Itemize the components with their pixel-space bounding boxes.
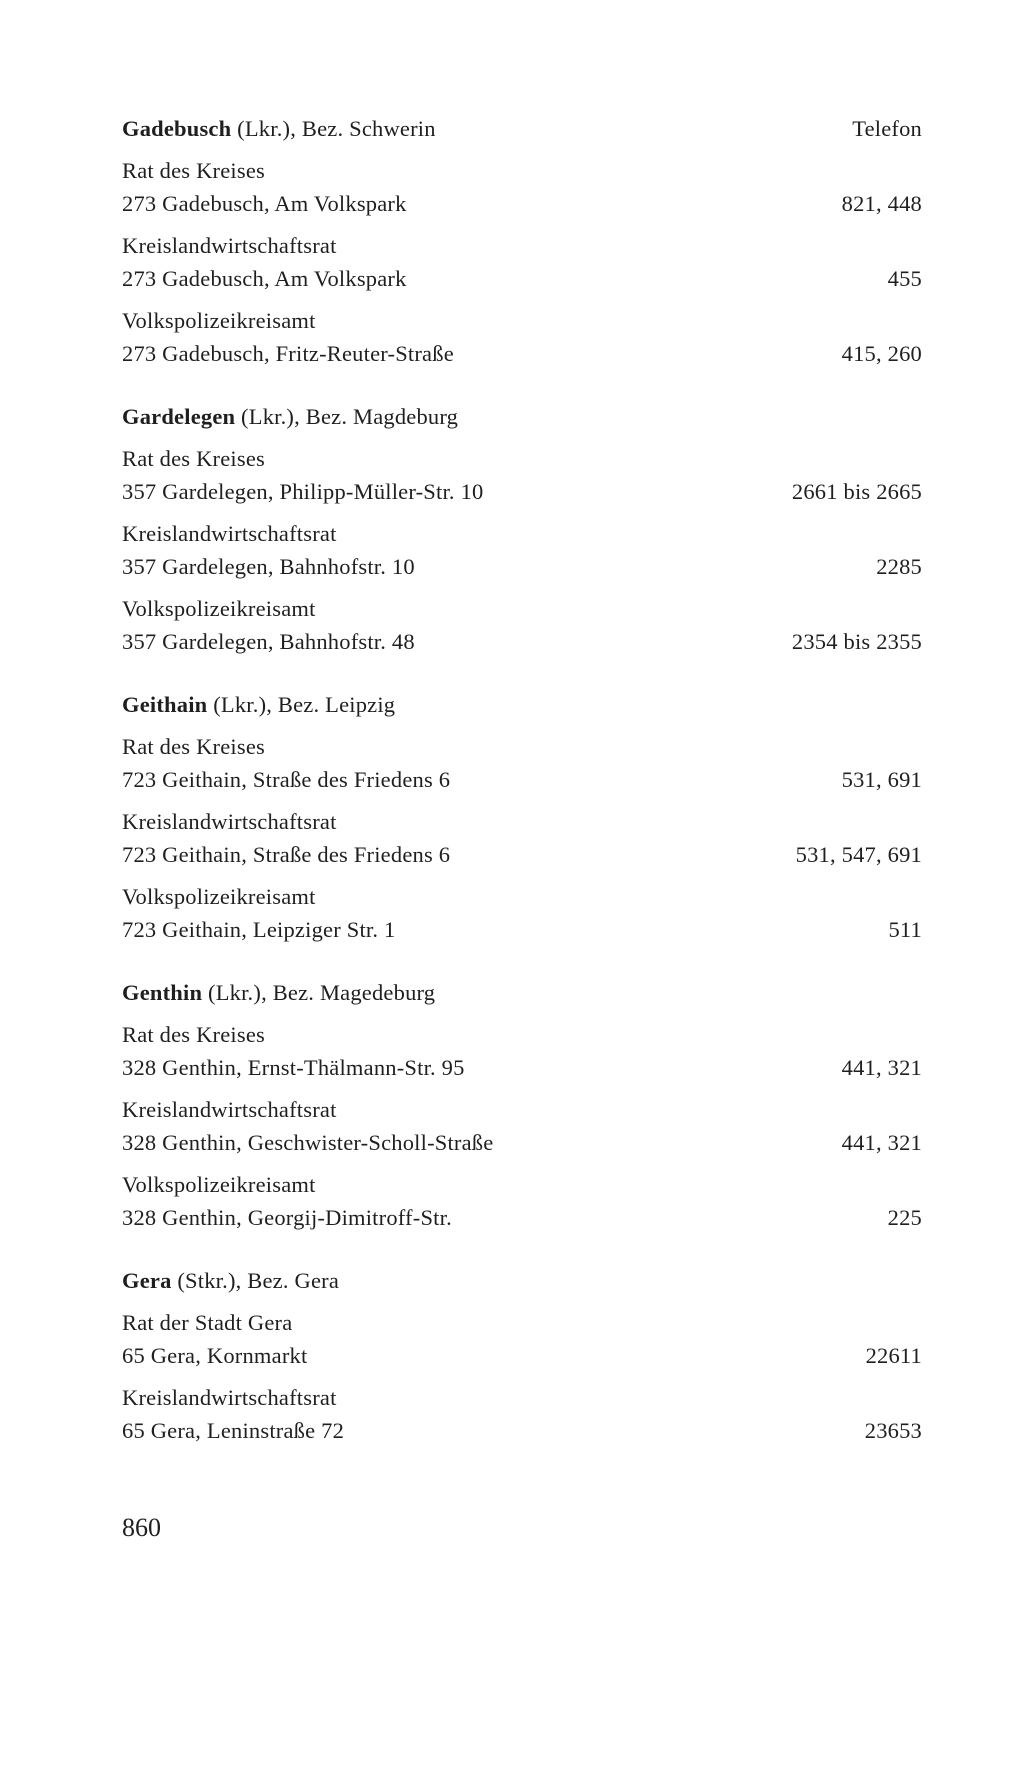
- entry-phone: 511: [888, 917, 922, 942]
- kreis-suffix: (Lkr.), Bez. Schwerin: [231, 116, 436, 141]
- entry-org-line: [122, 880, 922, 913]
- entry-address: 357 Gardelegen, Bahnhofstr. 10: [122, 554, 415, 579]
- entry-phone: 2354 bis 2355: [791, 629, 922, 654]
- entry-phone: 455: [887, 266, 922, 291]
- entry-address-line: [122, 1126, 922, 1159]
- entry-address-line: [122, 1051, 922, 1084]
- entry-address: 723 Geithain, Straße des Friedens 6: [122, 842, 451, 867]
- entry: [122, 304, 922, 370]
- entry: [122, 517, 922, 583]
- entry: [122, 442, 922, 508]
- entry-org-line: [122, 154, 922, 187]
- entry-org-line: [122, 1381, 922, 1414]
- entry-org-line: [122, 730, 922, 763]
- kreis-suffix: (Stkr.), Bez. Gera: [171, 1268, 340, 1293]
- entry-address: 273 Gadebusch, Am Volkspark: [122, 266, 407, 291]
- entry-org: Rat des Kreises: [122, 1022, 265, 1047]
- entry-address-line: [122, 1414, 922, 1447]
- entry: [122, 1306, 922, 1372]
- kreis-name: Gera: [122, 1268, 172, 1293]
- kreis-name: Gardelegen: [122, 404, 236, 429]
- entry-address: 328 Genthin, Ernst-Thälmann-Str. 95: [122, 1055, 465, 1080]
- section-genthin: [122, 976, 922, 1234]
- entry-phone: 2661 bis 2665: [791, 479, 922, 504]
- entry-org-line: [122, 304, 922, 337]
- section-gardelegen: [122, 400, 922, 658]
- entry-org-line: [122, 1306, 922, 1339]
- section-heading: [122, 1264, 922, 1297]
- entry-address: 357 Gardelegen, Bahnhofstr. 48: [122, 629, 415, 654]
- entry-org-line: [122, 229, 922, 262]
- entry-address: 723 Geithain, Straße des Friedens 6: [122, 767, 451, 792]
- entry: [122, 154, 922, 220]
- section-title: [122, 112, 436, 145]
- page-number: 860: [122, 1513, 161, 1542]
- entry-org-line: [122, 1168, 922, 1201]
- entry-address-line: [122, 187, 922, 220]
- entry-org: Rat des Kreises: [122, 446, 265, 471]
- entry-phone: 821, 448: [841, 191, 922, 216]
- entry-address-line: [122, 337, 922, 370]
- entry: [122, 880, 922, 946]
- entry-org-line: [122, 592, 922, 625]
- entry-org: Kreislandwirtschaftsrat: [122, 809, 337, 834]
- section-heading: [122, 112, 922, 145]
- entry-address-line: [122, 1201, 922, 1234]
- section-heading: [122, 400, 922, 433]
- entry: [122, 1168, 922, 1234]
- entry-org: Volkspolizeikreisamt: [122, 1172, 316, 1197]
- directory-page: [122, 112, 922, 1477]
- entry: [122, 730, 922, 796]
- entry-org: Kreislandwirtschaftsrat: [122, 233, 337, 258]
- section-title: [122, 400, 458, 433]
- entry-address: 723 Geithain, Leipziger Str. 1: [122, 917, 396, 942]
- section-heading: [122, 688, 922, 721]
- section-geithain: [122, 688, 922, 946]
- entry-org-line: [122, 1018, 922, 1051]
- entry-address: 65 Gera, Kornmarkt: [122, 1343, 308, 1368]
- entry-phone: 531, 547, 691: [795, 842, 922, 867]
- entry-org-line: [122, 517, 922, 550]
- entry-phone: 441, 321: [841, 1130, 922, 1155]
- entry: [122, 1018, 922, 1084]
- entry-phone: 23653: [864, 1418, 922, 1443]
- entry-phone: 22611: [865, 1343, 922, 1368]
- entry-address: 273 Gadebusch, Fritz-Reuter-Straße: [122, 341, 454, 366]
- entry-org: Volkspolizeikreisamt: [122, 884, 316, 909]
- entry-org: Kreislandwirtschaftsrat: [122, 1385, 337, 1410]
- entry: [122, 592, 922, 658]
- entry-org-line: [122, 805, 922, 838]
- entry: [122, 1093, 922, 1159]
- entry-org: Volkspolizeikreisamt: [122, 308, 316, 333]
- entry-phone: 441, 321: [841, 1055, 922, 1080]
- entry-address-line: [122, 1339, 922, 1372]
- entry-phone: 2285: [876, 554, 922, 579]
- kreis-suffix: (Lkr.), Bez. Leipzig: [207, 692, 396, 717]
- column-header-telefon: Telefon: [852, 116, 922, 141]
- entry-org: Volkspolizeikreisamt: [122, 596, 316, 621]
- entry-org-line: [122, 442, 922, 475]
- entry-phone: 531, 691: [841, 767, 922, 792]
- entry-address: 328 Genthin, Georgij-Dimitroff-Str.: [122, 1205, 452, 1230]
- entry-org: Rat des Kreises: [122, 158, 265, 183]
- entry-address-line: [122, 763, 922, 796]
- section-title: [122, 976, 435, 1009]
- entry-address-line: [122, 913, 922, 946]
- entry-phone: 415, 260: [841, 341, 922, 366]
- kreis-name: Geithain: [122, 692, 208, 717]
- entry: [122, 805, 922, 871]
- entry-address: 328 Genthin, Geschwister-Scholl-Straße: [122, 1130, 494, 1155]
- entry-address-line: [122, 475, 922, 508]
- entry-address-line: [122, 838, 922, 871]
- kreis-suffix: (Lkr.), Bez. Magdeburg: [235, 404, 459, 429]
- kreis-suffix: (Lkr.), Bez. Magedeburg: [202, 980, 436, 1005]
- section-heading: [122, 976, 922, 1009]
- entry-address-line: [122, 262, 922, 295]
- entry-org: Rat des Kreises: [122, 734, 265, 759]
- section-title: [122, 688, 395, 721]
- kreis-name: Genthin: [122, 980, 203, 1005]
- entry-address: 357 Gardelegen, Philipp-Müller-Str. 10: [122, 479, 484, 504]
- kreis-name: Gadebusch: [122, 116, 232, 141]
- entry-org: Kreislandwirtschaftsrat: [122, 521, 337, 546]
- entry-org-line: [122, 1093, 922, 1126]
- entry-address-line: [122, 625, 922, 658]
- section-title: [122, 1264, 339, 1297]
- entry-address-line: [122, 550, 922, 583]
- entry: [122, 1381, 922, 1447]
- entry: [122, 229, 922, 295]
- entry-address: 273 Gadebusch, Am Volkspark: [122, 191, 407, 216]
- entry-org: Rat der Stadt Gera: [122, 1310, 293, 1335]
- entry-address: 65 Gera, Leninstraße 72: [122, 1418, 345, 1443]
- section-gadebusch: [122, 112, 922, 370]
- section-gera: [122, 1264, 922, 1447]
- entry-org: Kreislandwirtschaftsrat: [122, 1097, 337, 1122]
- entry-phone: 225: [887, 1205, 922, 1230]
